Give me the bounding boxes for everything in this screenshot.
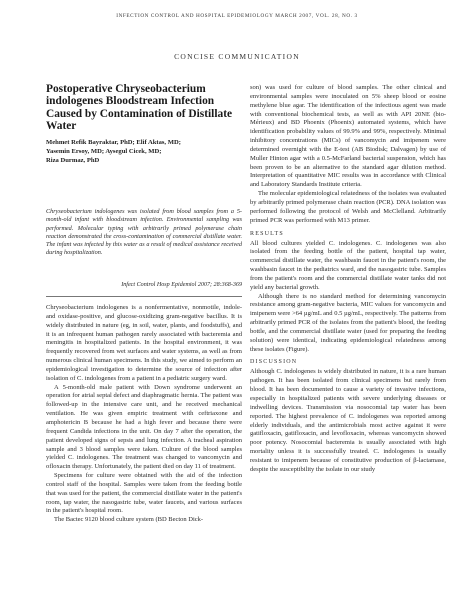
abstract: Chryseobacterium indologenes was isolated from blood samples from a 5-month-old infant with bloodstream infection. Environmental sampling was performed. Molecular typing with arbitrarily primed polymerase chain reaction demonstrated the cross-contamination of commercial distillate water. The infant was infected by this water as a result of medical assistance received during hospitalization. [46, 208, 242, 257]
running-head: INFECTION CONTROL AND HOSPITAL EPIDEMIOLOGY MARCH 2007, VOL. 28, NO. 3 [116, 13, 358, 19]
results-paragraph: Although there is no standard method for determining vancomycin resistance among gram-negative bacteria, MIC values for vancomycin and imipenem were >64 µg/mL and 0.5 µg/mL, respectively. The patterns from arbitrarily primed PCR of the isolates from the patient's blood, the feeding bottle, and the commercial distillate water (used for preparing the feeding solution) were identical, indicating epidemiological relatedness among these isolates (Figure). [250, 292, 446, 353]
discussion-paragraph: Although C. indologenes is widely distributed in nature, it is a rare human pathogen. It has been isolated from clinical specimens but rarely from blood. It has been documented to cause a variety of invasive infections, especially in hospitalized patients with severe underlying diseases or indwelling devices. Transmission via nosocomial tap water has been reported. The highest prevalence of C. indologenes was reported among elderly individuals, and the antimicrobials most active against it were gatifloxacin, gatifloxacin, and levofloxacin, whereas vancomycin showed poor potency. Nosocomial bacteremia is usually associated with high mortality unless it is successfully treated. C. indologenes is usually resistant to imipenem because of constitutive production of β-lactamase, despite the susceptibility the isolate in our study [250, 368, 446, 473]
right-column [250, 84, 446, 475]
methods-paragraph: son) was used for culture of blood samples. The other clinical and environmental samples were inoculated on 5% sheep blood or eosine methylene blue agar. The identification of the infectious agent was made with conventional biochemical tests, as well as with API 20NE (bio-Mérieux) and BD Phoenix (Phoenix) automated systems, which have identification probability values of 99.9% and 99%, respectively. Minimal inhibitory concentrations (MICs) of vancomycin and imipenem were determined overnight with the E-test (AB Biodisk; Dalvagen) by use of Muller Hinton agar with a 0.5-McFarland bacterial suspension, which has been proven to be an alternative to the standard agar dilution method. Interpretation of quantitative MIC results was in accordance with Clinical and Laboratory Standards Institute criteria. [250, 84, 446, 189]
discussion-heading: DISCUSSION [250, 359, 298, 366]
left-column [46, 304, 242, 525]
abstract-divider [46, 296, 242, 297]
results-heading: RESULTS [250, 230, 284, 237]
case-paragraph: A 5-month-old male patient with Down syndrome underwent an operation for atrial septal defect and diaphragmatic hernia. The patient was followed-up in the intensive care unit, and he received mechanical ventilation. He was given empiric treatment with ceftriaxone and amphotericin B because he had a high fever and because there were frequent Candida infections in the unit. On day 7 after the operation, the patient developed signs of sepsis and lung infection. A tracheal aspiration sample and 3 blood samples were taken. Culture of the blood samples yielded C. indologenes. The treatment was changed to vancomycin and ofloxacin therapy. Unfortunately, the patient died on day 11 of treatment. [46, 383, 242, 471]
author-list [46, 138, 242, 165]
section-label: CONCISE COMMUNICATION [174, 52, 300, 61]
specimen-paragraph: Specimens for culture were obtained with the aid of the infection control staff of the hospital. Samples were taken from the feeding bottle that was used for the patient, the commercial distillate water in the patient's room, tap water, the nasogastric tube, water faucets, and various surfaces in the patient's hospital room. [46, 472, 242, 515]
molecular-paragraph: The molecular epidemiological relatedness of the isolates was evaluated by arbitrarily primed polymerase chain reaction (PCR). DNA isolation was performed following the protocol of Welsh and McClelland. Arbitrarily primed PCR was performed with M13 primer. [250, 190, 446, 224]
author-line: Mehmet Refik Bayraktar, PhD; Elif Aktas, MD; [46, 139, 181, 146]
article-title: Postoperative Chryseobacterium indologenes Bloodstream Infection Caused by Contamination of Distillate Water [46, 83, 233, 133]
citation: Infect Control Hosp Epidemiol 2007; 28:368-369 [121, 282, 242, 288]
author-line: Yasemin Ersoy, MD; Aysegul Cicek, MD; [46, 148, 162, 155]
author-line: Riza Durmaz, PhD [46, 157, 100, 164]
intro-paragraph: Chryseobacterium indologenes is a nonfermentative, nonmotile, indole- and oxidase-positive, and glucose-oxidizing gram-negative bacillus. It is widely distributed in nature (eg, in soil, water, plants, and foodstuffs), and it is an infrequent human pathogen rarely associated with bacteremia and meningitis in hospitalized patients. In the hospital environment, it was frequently recovered from wet surfaces and water systems, as well as from numerous clinical human specimens. In this study, we aimed to perform an epidemiological investigation to determine the source of infection after isolation of C. indologenes from a patient in a pediatric surgery ward. [46, 304, 242, 382]
results-paragraph: All blood cultures yielded C. indologenes. C. indologenes was also isolated from the feeding bottle of the patient, hospital tap water, commercial distillate water, the washbasin faucet in the patient's room, the washbasin faucet in the pediatrics ward, and the nasogastric tube. Samples from the patient's room and the commercial distillate water tanks did not yield any bacterial growth. [250, 239, 446, 291]
bactec-paragraph: The Bactec 9120 blood culture system (BD Becton Dick- [54, 516, 204, 524]
